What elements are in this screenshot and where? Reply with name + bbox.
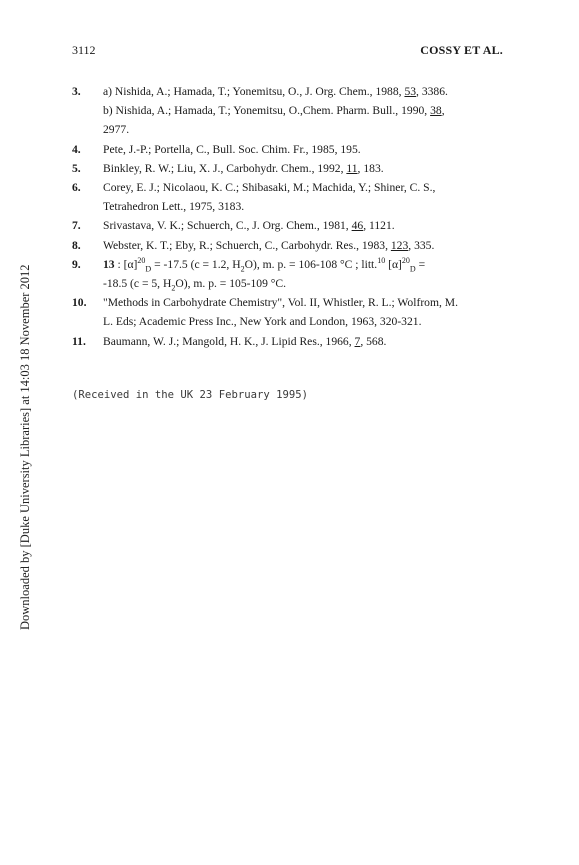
volume-number: 11 [346,161,358,175]
ref9-text: : [α] [117,257,138,271]
ref9-text: O), m. p. = 106-108 °C ; litt. [244,257,378,271]
reference-text: , 3386. [416,85,448,98]
ref9-text: = [415,257,426,271]
reference-text: L. Eds; Academic Press Inc., New York and London, 1963, 320-321. [103,315,422,329]
reference-number: 11. [72,334,86,348]
volume-number: 46 [351,219,364,233]
reference-list [72,82,508,351]
ref9-superscript: 20 [401,255,410,265]
reference-item [72,140,508,159]
reference-line [103,178,508,197]
ref9-subscript: D [145,264,152,274]
reference-text: Binkley, R. W.; Liu, X. J., Carbohydr. Chem., 1992, [103,161,347,175]
reference-text: Tetrahedron Lett., 1975, 3183. [103,200,245,214]
reference-item [72,216,508,235]
reference-item [72,159,508,178]
reference-item [72,236,508,255]
reference-line [103,312,508,331]
reference-text: 2977. [103,123,130,137]
ref9-text: O), m. p. = 105-109 °C. [175,277,287,291]
reference-line [103,101,508,120]
reference-text: Corey, E. J.; Nicolaou, K. C.; Shibasaki, M.; Machida, Y.; Shiner, C. S., [103,181,436,195]
reference-text: , 335. [408,238,435,252]
reference-text: , 568. [360,334,387,348]
ref9-text: = -17.5 (c = 1.2, H [151,257,241,271]
reference-item [72,178,508,216]
ref9-subscript: 2 [240,264,245,274]
reference-line [103,120,508,139]
ref9-text: [α] [385,257,402,271]
volume-number: 123 [390,238,409,252]
reference-item [72,82,508,140]
reference-text: b) Nishida, A.; Hamada, T.; Yonemitsu, O.,Chem. Pharm. Bull., 1990, [103,104,431,118]
reference-number: 5. [72,161,81,175]
ref9-text: -18.5 (c = 5, H [103,277,172,291]
reference-line [103,255,508,274]
reference-text: , 1121. [363,219,395,233]
page-number: 3112 [72,43,96,57]
reference-number: 8. [72,238,81,252]
reference-line [103,140,508,159]
running-head: COSSY ET AL. [420,43,503,57]
reference-number: 7. [72,219,81,233]
reference-text: Webster, K. T.; Eby, R.; Schuerch, C., Carbohydr. Res., 1983, [103,238,391,252]
volume-number: 53 [404,85,417,98]
ref9-subscript: D [409,264,416,274]
reference-text: Baumann, W. J.; Mangold, H. K., J. Lipid Res., 1966, [103,334,355,348]
reference-line [103,216,508,235]
reference-text: "Methods in Carbohydrate Chemistry", Vol. II, Whistler, R. L.; Wolfrom, M. [103,296,458,310]
reference-number: 10. [72,296,87,310]
reference-text: Pete, J.-P.; Portella, C., Bull. Soc. Chim. Fr., 1985, 195. [103,142,361,156]
received-date: (Received in the UK 23 February 1995) [72,389,308,401]
reference-line [103,159,508,178]
reference-text: , [441,104,445,118]
download-stamp: Downloaded by [Duke University Libraries] at 14:03 18 November 2012 [18,264,32,630]
reference-item [72,332,508,351]
reference-text: a) Nishida, A.; Hamada, T.; Yonemitsu, O., J. Org. Chem., 1988, [103,85,405,98]
reference-number: 3. [72,85,81,98]
ref9-superscript: 20 [137,255,146,265]
reference-line [103,82,508,101]
reference-text: Srivastava, V. K.; Schuerch, C., J. Org. Chem., 1981, [103,219,352,233]
reference-item [72,293,508,331]
reference-line [103,197,508,216]
reference-text: , 183. [357,161,384,175]
reference-number: 4. [72,142,81,156]
reference-item-9 [72,255,508,293]
ref9-superscript: 10 [377,255,386,265]
reference-line [103,293,508,312]
reference-line [103,274,508,293]
ref9-subscript: 2 [171,283,176,293]
compound-number: 13 [103,257,115,271]
volume-number: 7 [354,334,361,348]
reference-line [103,236,508,255]
reference-line [103,332,508,351]
volume-number: 38 [430,104,442,118]
reference-number: 6. [72,181,81,195]
reference-number: 9. [72,257,81,271]
